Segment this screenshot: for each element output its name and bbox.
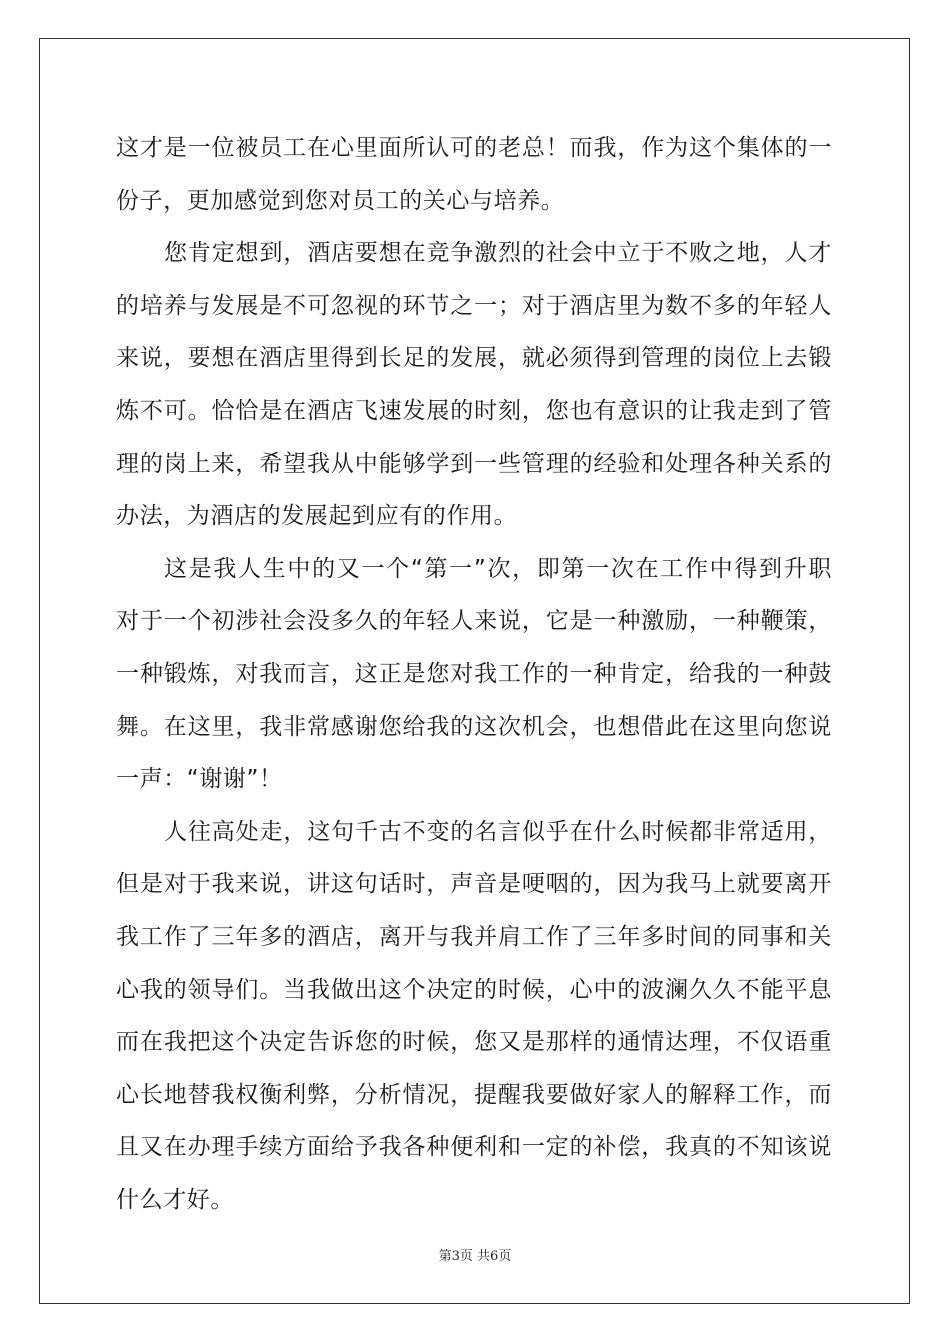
page-number-footer: 第3页 共6页 [438, 1249, 512, 1264]
text-line: 来说，要想在酒店里得到长足的发展，就必须得到管理的岗位上去锻 [116, 345, 832, 372]
text-line: 这才是一位被员工在心里面所认可的老总！而我，作为这个集体的一 [116, 135, 832, 161]
text-line: 对于一个初涉社会没多久的年轻人来说，它是一种激励，一种鞭策， [116, 608, 832, 635]
text-line: 而在我把这个决定告诉您的时候，您又是那样的通情达理，不仅语重 [116, 1029, 832, 1056]
text-line: 一声：“谢谢”！ [116, 766, 283, 793]
document-body [116, 122, 832, 1226]
text-line: 但是对于我来说，讲这句话时，声音是哽咽的，因为我马上就要离开 [116, 871, 832, 898]
text-line: 这是我人生中的又一个“第一”次，即第一次在工作中得到升职 [164, 555, 832, 582]
text-line: 心长地替我权衡利弊，分析情况，提醒我要做好家人的解释工作，而 [116, 1081, 832, 1108]
text-line: 一种锻炼，对我而言，这正是您对我工作的一种肯定，给我的一种鼓 [116, 660, 832, 687]
text-line: 人往高处走，这句千古不变的名言似乎在什么时候都非常适用， [164, 818, 832, 845]
text-line: 办法，为酒店的发展起到应有的作用。 [116, 503, 518, 530]
text-line: 且又在办理手续方面给予我各种便利和一定的补偿，我真的不知该说 [116, 1134, 832, 1161]
text-line: 炼不可。恰恰是在酒店飞速发展的时刻，您也有意识的让我走到了管 [116, 397, 832, 424]
text-line: 您肯定想到，酒店要想在竞争激烈的社会中立于不败之地，人才 [164, 240, 832, 267]
text-line: 舞。在这里，我非常感谢您给我的这次机会，也想借此在这里向您说 [116, 713, 832, 740]
text-line: 理的岗上来，希望我从中能够学到一些管理的经验和处理各种关系的 [116, 450, 832, 477]
text-line: 心我的领导们。当我做出这个决定的时候，心中的波澜久久不能平息 [116, 976, 832, 1003]
text-line: 什么才好。 [116, 1186, 234, 1213]
text-line: 我工作了三年多的酒店，离开与我并肩工作了三年多时间的同事和关 [116, 923, 832, 950]
text-line: 的培养与发展是不可忽视的环节之一；对于酒店里为数不多的年轻人 [116, 292, 832, 319]
text-line: 份子，更加感觉到您对员工的关心与培养。 [116, 187, 565, 214]
